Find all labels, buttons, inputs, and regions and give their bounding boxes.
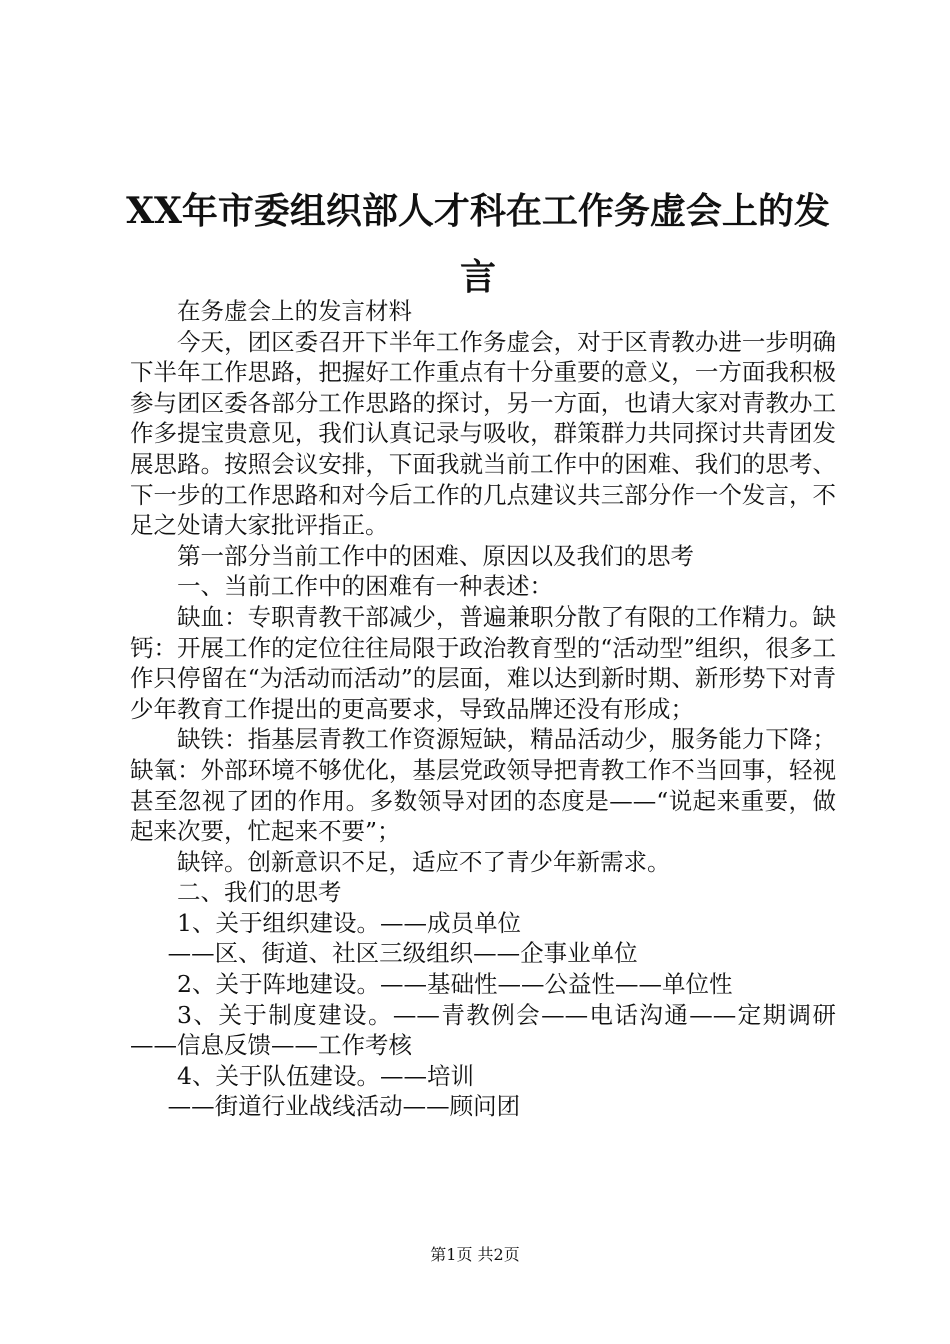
paragraph-lack-iron: 缺铁：指基层青教工作资源短缺，精品活动少，服务能力下降；缺氧：外部环境不够优化，基层党政领导把青教工作不当回事，轻视甚至忽视了团的作用。多数领导对团的态度是——“说起来重要，做起来次要，忙起来不要”；: [130, 725, 836, 846]
paragraph-item-team-cont: ——街道行业战线活动——顾问团: [167, 1092, 521, 1121]
paragraph-lack-blood: 缺血：专职青教干部减少，普遍兼职分散了有限的工作精力。缺钙：开展工作的定位往往局限于政治教育型的“活动型”组织，很多工作只停留在“为活动而活动”的层面，难以达到新时期、新形势下对青少年教育工作提出的更高要求，导致品牌还没有形成；: [130, 602, 836, 723]
paragraph-item-team: 4、关于队伍建设。——培训: [177, 1061, 474, 1090]
paragraph-part-one-heading: 第一部分当前工作中的困难、原因以及我们的思考: [177, 541, 694, 570]
document-body: [130, 296, 836, 1122]
paragraph-item-organization: 1、关于组织建设。——成员单位: [177, 908, 521, 937]
paragraph-item-system: 3、关于制度建设。——青教例会——电话沟通——定期调研——信息反馈——工作考核: [130, 1000, 836, 1060]
paragraph-lack-zinc: 缺锌。创新意识不足，适应不了青少年新需求。: [177, 847, 671, 876]
paragraph-intro: 今天，团区委召开下半年工作务虚会，对于区青教办进一步明确下半年工作思路，把握好工作重点有十分重要的意义，一方面我积极参与团区委各部分工作思路的探讨，另一方面，也请大家对青教办工作多提宝贵意见，我们认真记录与吸收，群策群力共同探讨共青团发展思路。按照会议安排，下面我就当前工作中的困难、我们的思考、下一步的工作思路和对今后工作的几点建议共三部分作一个发言，不足之处请大家批评指正。: [130, 327, 836, 540]
document-title: XX年市委组织部人才科在工作务虚会上的发言: [126, 190, 830, 298]
page-footer: 第1页 共2页: [430, 1245, 520, 1264]
paragraph-item-position: 2、关于阵地建设。——基础性——公益性——单位性: [177, 970, 733, 999]
paragraph-section-one-heading: 一、当前工作中的困难有一种表述：: [177, 572, 553, 601]
paragraph-subtitle: 在务虚会上的发言材料: [177, 297, 412, 325]
paragraph-item-organization-cont: ——区、街道、社区三级组织——企事业单位: [167, 939, 638, 968]
paragraph-section-two-heading: 二、我们的思考: [177, 878, 342, 907]
